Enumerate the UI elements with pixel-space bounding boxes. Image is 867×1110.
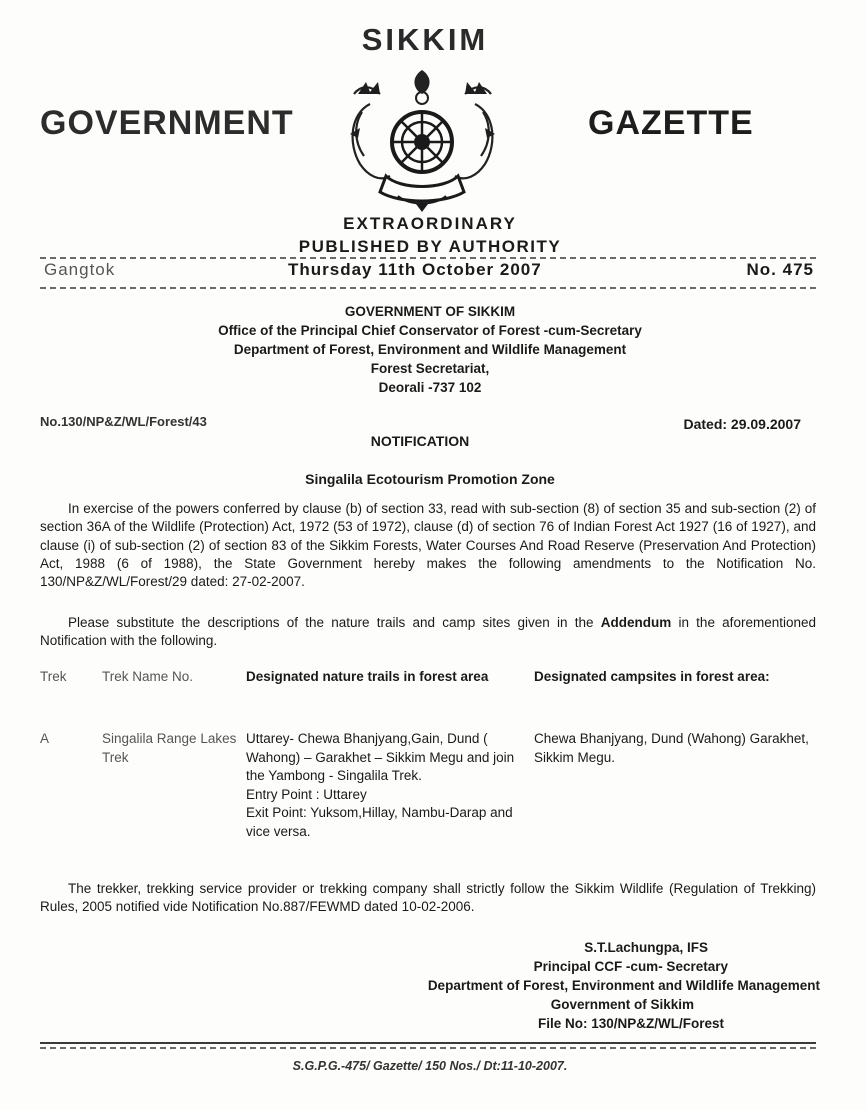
issue-number: No. 475 [746,260,814,279]
paragraph-3: The trekker, trekking service provider or trekking company shall strictly follow the Sikkim Wildlife (Regulation of Trekking) Rules, 2005 notified vide Notification No.887/FEWMD dated 10-02-2006. [40,881,816,915]
office-line-3: Department of Forest, Environment and Wildlife Management [233,342,627,357]
header-trek: Trek [40,669,67,684]
row-exit-point: Exit Point: Yuksom,Hillay, Nambu-Darap and vice versa. [246,805,513,839]
row-entry-point: Entry Point : Uttarey [246,786,367,802]
row-trek: A [40,731,50,746]
paragraph-2-emphasis: Addendum [600,615,672,630]
masthead-gazette: GAZETTE [588,104,754,142]
signatory-government: Government of Sikkim [550,997,694,1012]
office-line-5: Deorali -737 102 [378,380,482,395]
row-trails-route: Uttarey- Chewa Bhanjyang,Gain, Dund ( Wahong) – Garakhet – Sikkim Megu and join the Yambong - Singalila Trek. [246,731,515,783]
dateline [44,260,814,284]
zone-title: Singalila Ecotourism Promotion Zone [305,471,555,487]
paragraph-2 [40,614,816,651]
masthead-government: GOVERNMENT [40,104,294,142]
issue-date: Thursday 11th October 2007 [288,260,542,279]
signatory-name: S.T.Lachungpa, IFS [584,940,708,955]
divider-dateline [40,287,816,289]
header-trails: Designated nature trails in forest area [246,669,489,684]
reference-number: No.130/NP&Z/WL/Forest/43 [40,414,207,429]
dated-label: Dated: 29.09.2007 [683,416,801,432]
signatory-department: Department of Forest, Environment and Wildlife Management [427,978,820,993]
state-emblem-icon [340,64,505,214]
header-trek-name: Trek Name No. [102,669,194,684]
paragraph-2-after: in the aforementioned Notification with the following. [40,615,816,649]
signatory-file-no: File No: 130/NP&Z/WL/Forest [537,1016,724,1031]
office-line-1: GOVERNMENT OF SIKKIM [344,304,516,319]
row-trek-name: Singalila Range Lakes Trek [102,731,237,765]
office-line-2: Office of the Principal Chief Conservator of Forest -cum-Secretary [218,323,642,338]
authority-label: PUBLISHED BY AUTHORITY [298,237,562,256]
header-campsites: Designated campsites in forest area: [534,669,770,684]
office-address [120,302,740,397]
divider-bottom [40,1042,816,1044]
signature-block [300,938,826,1033]
divider-top [40,257,816,259]
divider-bottom-2 [40,1047,816,1049]
signatory-designation: Principal CCF -cum- Secretary [533,959,728,974]
office-line-4: Forest Secretariat, [370,361,490,376]
paragraph-1: In exercise of the powers conferred by clause (b) of section 33, read with sub-section (8) of section 35 and sub-section (2) of section 36A of the Wildlife (Protection) Act, 1972 (53 of 1972), clause (d) of section 76 of Indian Forest Act 1927 (16 of 1927), and clause (i) of sub-section (2) of section 83 of the Sikkim Forests, Water Courses And Road Reserve (Preservation And Protection) Act, 1988 (6 of 1988), the State Government hereby makes the following amendments to the Notification No. 130/NP&Z/WL/Forest/29 dated: 27-02-2007. [40,501,816,590]
issue-place: Gangtok [44,260,116,279]
row-trails [246,730,526,841]
printing-footer: S.G.P.G.-475/ Gazette/ 150 Nos./ Dt:11-10-2007. [292,1059,568,1073]
notification-heading: NOTIFICATION [370,433,470,449]
edition-label: EXTRAORDINARY [343,214,517,233]
row-campsites: Chewa Bhanjyang, Dund (Wahong) Garakhet, Sikkim Megu. [534,731,809,765]
paragraph-2-before: Please substitute the descriptions of the nature trails and camp sites given in the [68,615,601,630]
masthead-state: SIKKIM [361,22,489,57]
